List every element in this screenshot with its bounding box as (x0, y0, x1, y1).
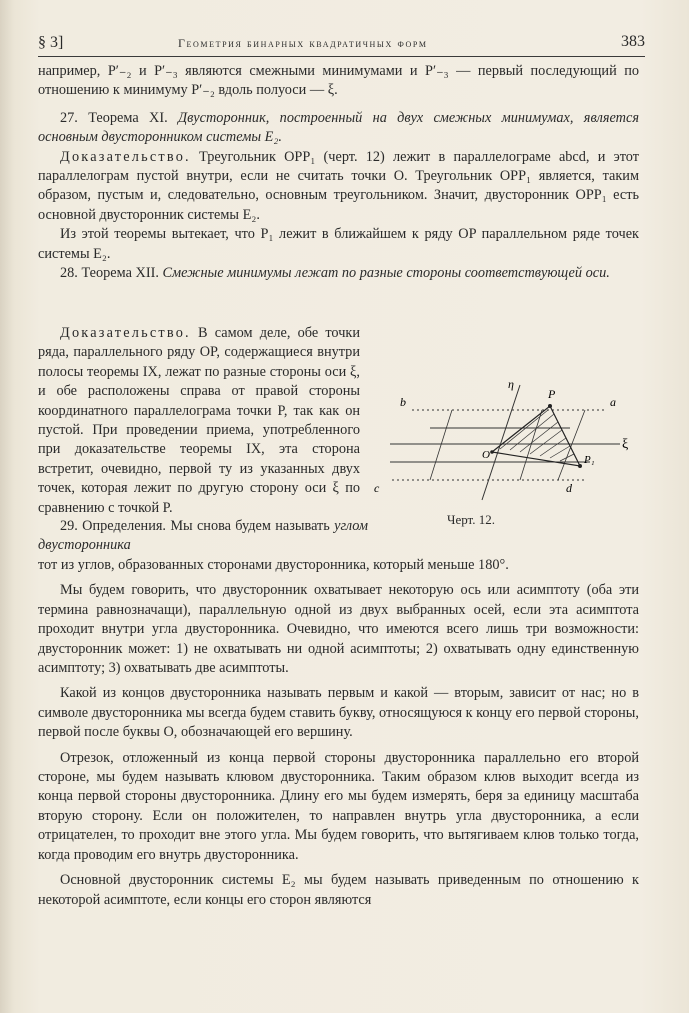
theorem-28 (38, 264, 639, 283)
definition-29-start (38, 517, 368, 556)
proof-28 (38, 324, 360, 518)
text-block-wrapped (38, 324, 360, 518)
paragraph-corollary: Из этой теоремы вытекает, что P₁ лежит в ближайшем к ряду OP параллельном ряде точек системы E₂. (38, 226, 639, 262)
paragraph-cover: Мы будем говорить, что двусторонник охватывает некоторую ось или асимптоту (оба эти термина равнозначащи), параллельную одной из двух выбранных осей, если эта асимптота проходит внутри угла двусторонника. Очевидно, что имеются всего лишь три возможности: двусторонник может: 1) не охватывать ни одной асимптоты; 2) охватывать одну единственную асимптоту; 3) охватывать две асимптоты. (38, 582, 639, 677)
section-mark: § 3] (38, 34, 64, 51)
lattice-line (430, 410, 452, 480)
theorem-28-heading: 28. Теорема XII. (60, 265, 159, 282)
figure-12 (370, 370, 640, 540)
definition-29-intro: Мы снова будем называть (170, 518, 330, 534)
lattice-line (558, 410, 585, 480)
label-a: a (610, 395, 616, 409)
point-O (490, 450, 494, 454)
definition-29-heading: 29. Определения. (60, 518, 167, 534)
definition-29-term: углом двусторонника (38, 518, 369, 554)
proof-28-heading: Доказательство. (60, 325, 191, 341)
paragraph-hook: Отрезок, отложенный из конца первой стороны двусторонника параллельно его второй стороне, мы будем называть клювом двусторонника. Таким образом клюв выходит всегда из конца первой стороны двусторонника. Длину его мы будем измерять, беря за единицу масштаба вторую сторону. Если он положителен, то направлен внутрь угла двусторонника, а если отрицателен, то проходит вне этого угла. Мы будем говорить, что вытягиваем клюв только тогда, когда проводим его внутрь двусторонника. (38, 749, 639, 863)
label-xi: ξ (622, 437, 629, 452)
text-block-bottom (38, 556, 639, 910)
eta-axis (482, 385, 520, 500)
label-O: O (482, 449, 490, 461)
label-c: c (374, 481, 380, 495)
running-title: Геометрия бинарных квадратичных форм (178, 36, 428, 50)
label-eta: η (508, 377, 514, 391)
label-d: d (566, 481, 572, 495)
theorem-27 (38, 109, 639, 148)
proof-27-heading: Доказательство. (60, 148, 191, 165)
page-number: 383 (621, 33, 645, 50)
theorem-28-statement: Смежные минимумы лежат по разные стороны соответствующей оси. (162, 265, 610, 282)
text-block-top (38, 62, 639, 283)
proof-28-text: В самом деле, обе точки ряда, параллельного ряду OP, содержащиеся внутри полосы теоремы IX, лежат по разные стороны оси ξ, и обе расположены справа от правой стороны координатного параллелограма точки P, так как он пустой. При проведении приема, употребленного при доказательстве теоремы IX, эта сторона встретит, очевидно, первой ту из указанных двух точек, которая лежит по другую сторону оси ξ по сравнению с точкой P. (38, 325, 360, 516)
point-P (548, 404, 552, 408)
triangle-hatching (500, 410, 574, 461)
label-b: b (400, 395, 406, 409)
paragraph-reduced: Основной двусторонник системы E₂ мы будем называть приведенным по отношению к некоторой асимптоте, если концы его сторон являются (38, 872, 639, 908)
theorem-27-statement: Двусторонник, построенный на двух смежных минимумах, является основным двусторонником системы E₂. (38, 109, 639, 146)
proof-27-text: Треугольник OPP₁ (черт. 12) лежит в параллелограме abcd, и этот параллелограм пустой внутри, если не считать точки O. Треугольник OPP₁ является, таким образом, пустым и, следовательно, основным треугольником. Значит, двусторонник OPP₁ есть основной двусторонник системы E₂. (38, 148, 639, 223)
paragraph-first-second: Какой из концов двусторонника называть первым и какой — вторым, зависит от нас; но в символе двусторонника мы всегда будем ставить букву, относящуюся к концу его первой стороны, первой после буквы O, обозначающей его вершину. (38, 685, 639, 741)
label-P1: P₁ (584, 454, 595, 466)
paragraph-intro: например, P′₋₂ и P′₋₃ являются смежными минимумами и P′₋₃ — первый последующий по отношению к минимуму P′₋₂ вдоль полуоси — ξ. (38, 63, 639, 99)
definition-29-line (38, 517, 368, 556)
proof-27 (38, 148, 639, 226)
theorem-27-heading: 27. Теорема XI. (60, 109, 168, 126)
definition-29-rest: тот из углов, образованных сторонами двусторонника, который меньше 180°. (38, 557, 509, 573)
point-P1 (578, 464, 582, 468)
figure-caption: Черт. 12. (447, 512, 496, 527)
label-P: P (548, 387, 556, 401)
running-header (38, 30, 645, 57)
